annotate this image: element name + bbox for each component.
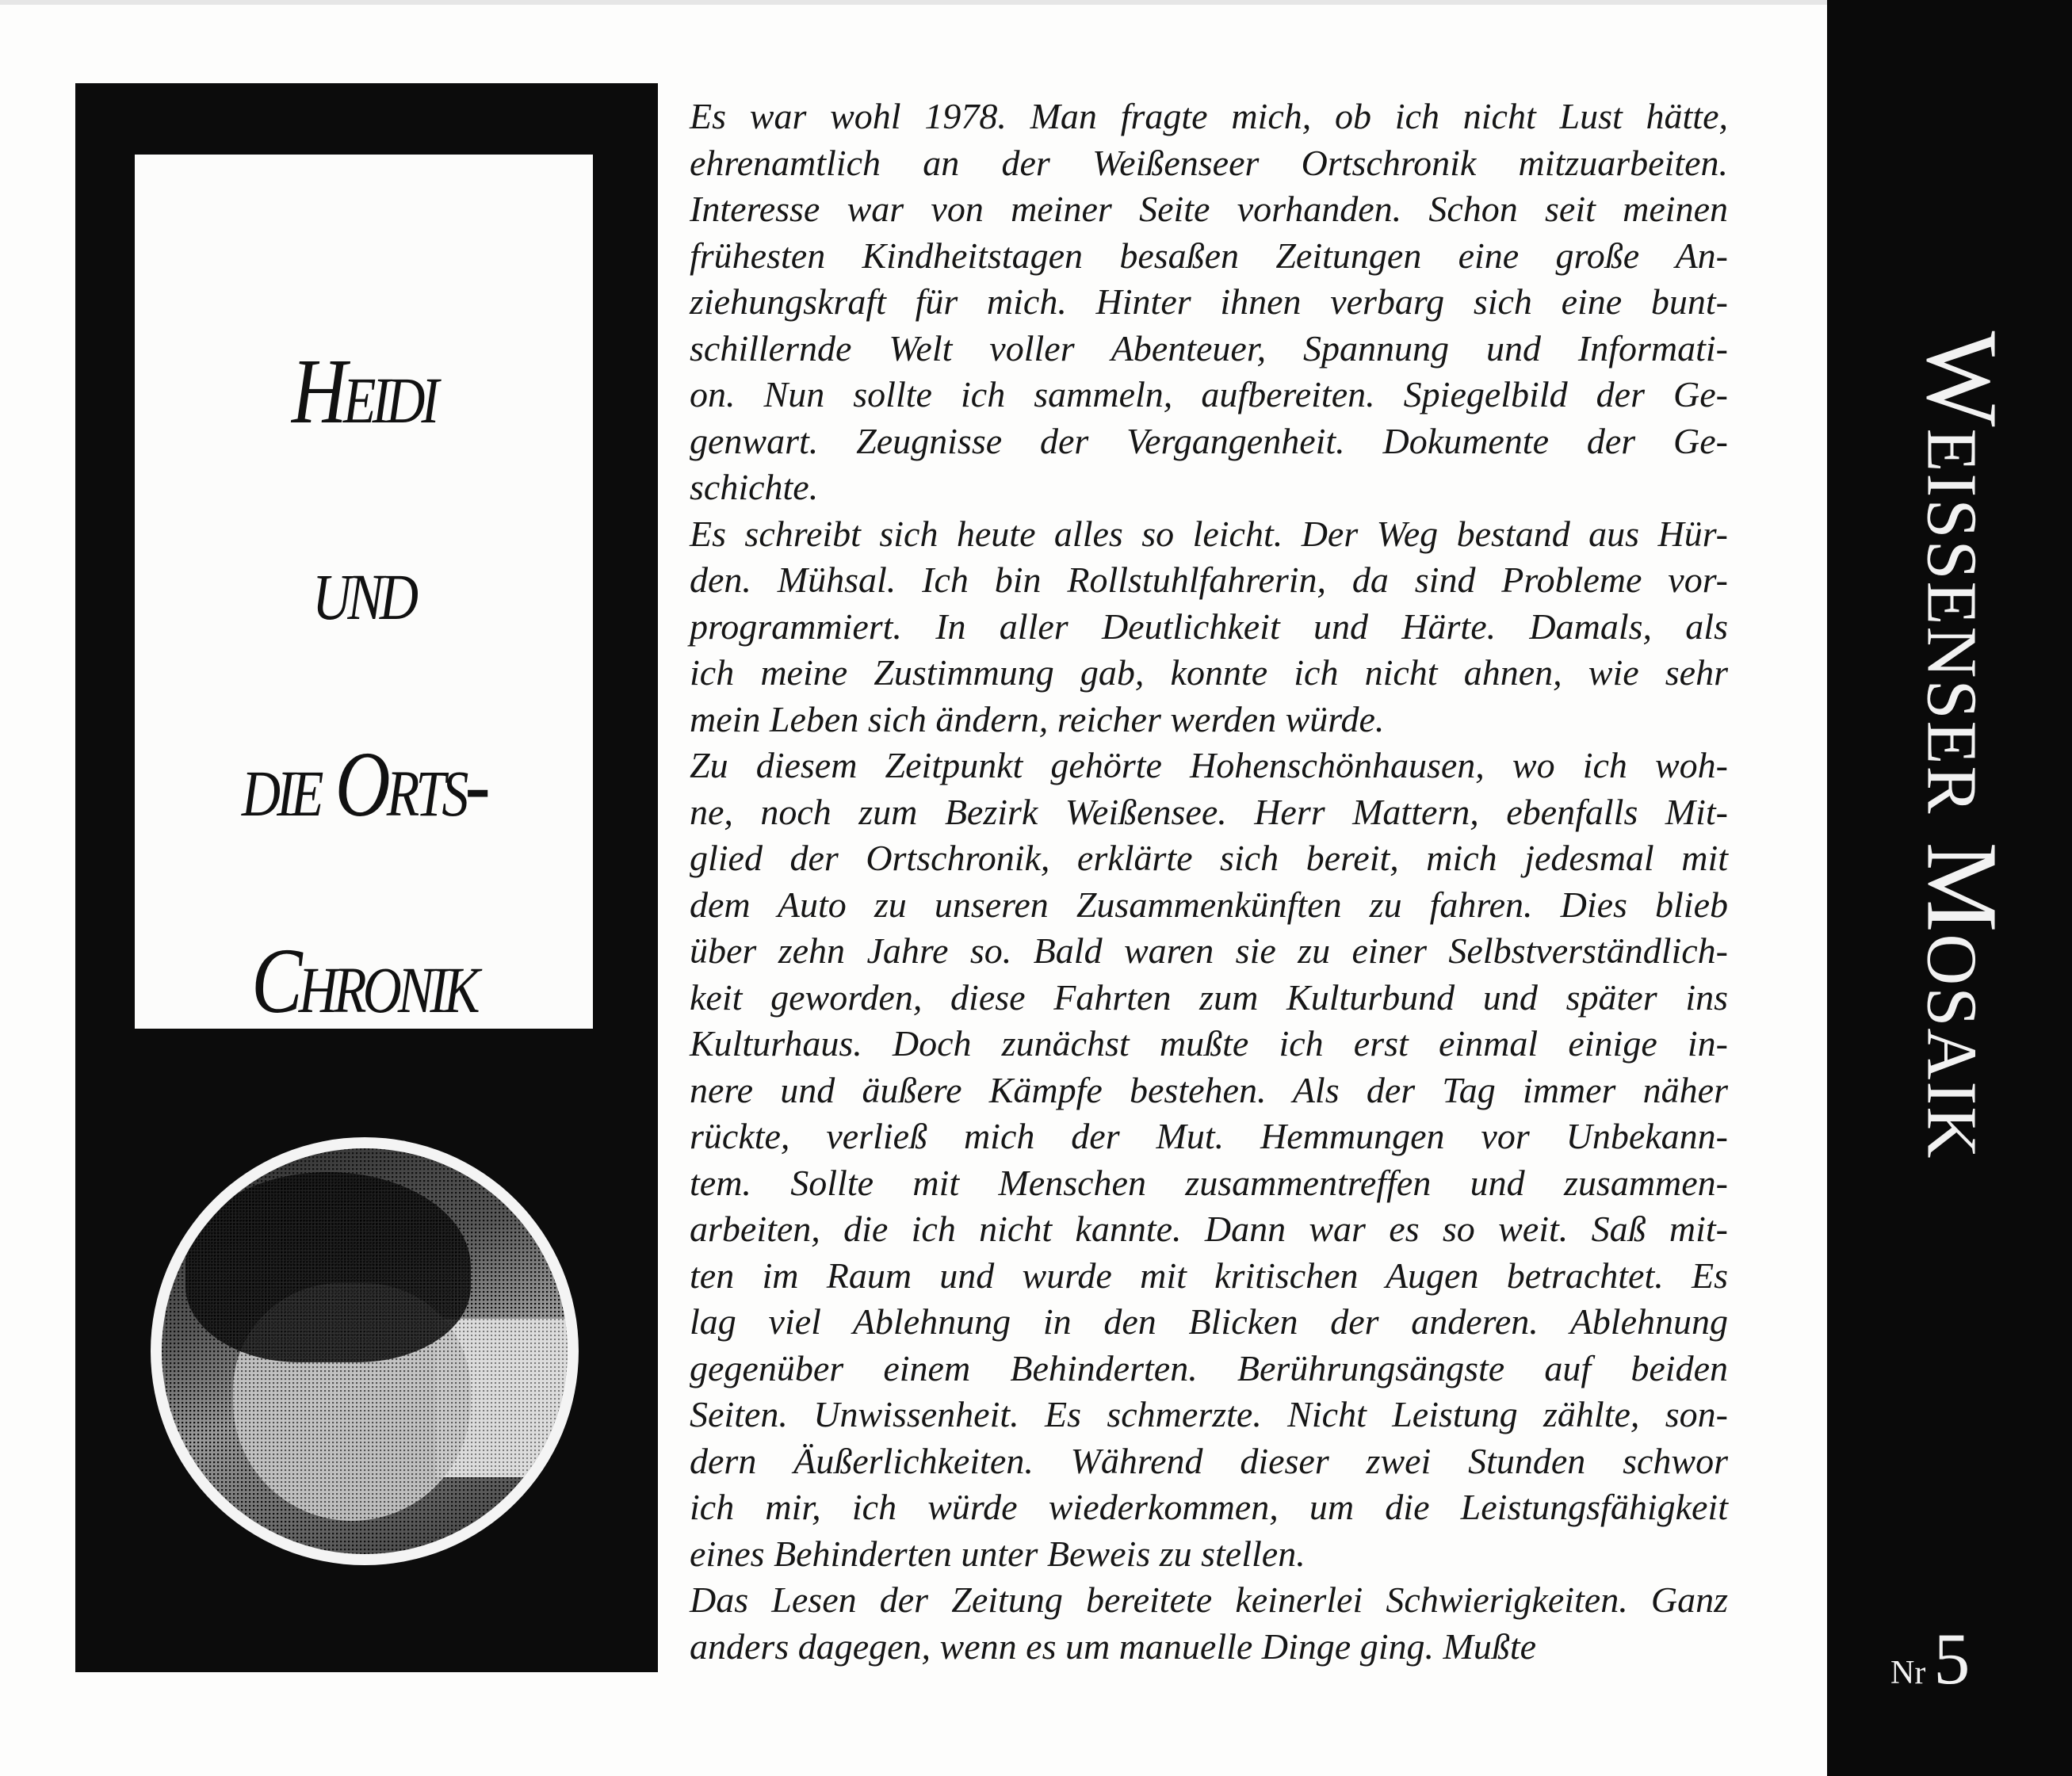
article-line: über zehn Jahre so. Bald waren sie zu einer Selbstverständlich-: [690, 930, 1728, 971]
article-line: Das Lesen der Zeitung bereitete keinerlei Schwierigkeiten. Ganz: [690, 1579, 1728, 1620]
article-line: dem Auto zu unseren Zusammenkünften zu fahren. Dies blieb: [690, 884, 1728, 925]
issue-number: [1890, 1617, 1970, 1701]
title-box: [135, 155, 593, 1033]
article-line: eines Behinderten unter Beweis zu stellen.: [690, 1533, 1306, 1574]
article-line: ziehungskraft für mich. Hinter ihnen verbarg sich eine bunt-: [690, 281, 1728, 322]
article-line: schillernde Welt voller Abenteuer, Spannung und Informati-: [690, 327, 1728, 369]
article-line: on. Nun sollte ich sammeln, aufbereiten. Spiegelbild der Ge-: [690, 374, 1728, 414]
article-line: Es schreibt sich heute alles so leicht. Der Weg bestand aus Hür-: [690, 513, 1728, 554]
portrait-frame: [151, 1137, 579, 1565]
article-line: Kulturhaus. Doch zunächst mußte ich erst einmal einige in-: [690, 1023, 1728, 1064]
article-line: genwart. Zeugnisse der Vergangenheit. Dokumente der Ge-: [690, 420, 1728, 461]
top-edge: [0, 0, 2072, 5]
article-line: lag viel Ablehnung in den Blicken der anderen. Ablehnung: [690, 1301, 1728, 1342]
issue-value: 5: [1933, 1618, 1971, 1699]
article-body: [690, 94, 1728, 1670]
title-line-2: und: [312, 536, 415, 640]
article-line: ne, noch zum Bezirk Weißensee. Herr Mattern, ebenfalls Mit-: [690, 791, 1728, 832]
article-line: arbeiten, die ich nicht kannte. Dann war es so weit. Saß mit-: [690, 1209, 1728, 1249]
title-line-3: die Orts-: [241, 732, 487, 836]
article-line: Interesse war von meiner Seite vorhanden. Schon seit meinen: [690, 189, 1728, 229]
article-line: rückte, verließ mich der Mut. Hemmungen vor Unbekann-: [690, 1116, 1728, 1156]
article-line: tem. Sollte mit Menschen zusammentreffen und zusammen-: [690, 1162, 1728, 1203]
portrait-hair: [185, 1172, 471, 1362]
publication-title: Weissenser Mosaik: [1906, 330, 2019, 1159]
article-line: den. Mühsal. Ich bin Rollstuhlfahrerin, da sind Probleme vor-: [690, 560, 1728, 600]
article-line: frühesten Kindheitstagen besaßen Zeitungen eine große An-: [690, 235, 1728, 276]
article-line: nere und äußere Kämpfe bestehen. Als der Tag immer näher: [690, 1069, 1728, 1110]
article-line: keit geworden, diese Fahrten zum Kulturbund und später ins: [690, 976, 1728, 1018]
article-line: Es war wohl 1978. Man fragte mich, ob ich nicht Lust hätte,: [690, 96, 1728, 136]
article-line: anders dagegen, wenn es um manuelle Dinge ging. Mußte: [690, 1625, 1537, 1667]
portrait-photo: [162, 1148, 568, 1554]
cover-panel: [75, 83, 658, 1672]
issue-label: Nr: [1890, 1655, 1926, 1691]
article-line: schichte.: [690, 467, 819, 507]
article-line: programmiert. In aller Deutlichkeit und Härte. Damals, als: [690, 605, 1728, 647]
article-line: mein Leben sich ändern, reicher werden würde.: [690, 698, 1385, 739]
article-line: Zu diesem Zeitpunkt gehörte Hohenschönhausen, wo ich woh-: [690, 745, 1728, 785]
article-line: dern Äußerlichkeiten. Während dieser zwei Stunden schwor: [690, 1440, 1728, 1481]
article-line: gegenüber einem Behinderten. Berührungsängste auf beiden: [690, 1347, 1728, 1388]
article-line: ich mir, ich würde wiederkommen, um die Leistungsfähigkeit: [690, 1487, 1728, 1527]
article-line: glied der Ortschronik, erklärte sich bereit, mich jedesmal mit: [690, 838, 1728, 878]
spine-title-wrap: [1898, 63, 2025, 1427]
article-line: ich meine Zustimmung gab, konnte ich nicht ahnen, wie sehr: [690, 652, 1728, 693]
article-line: Seiten. Unwissenheit. Es schmerzte. Nicht Leistung zählte, son-: [690, 1394, 1728, 1434]
spine-banner: [1827, 0, 2072, 1776]
title-line-1: Heidi: [292, 339, 436, 443]
title-line-4: Chronik: [251, 929, 476, 1033]
article-line: ehrenamtlich an der Weißenseer Ortschronik mitzuarbeiten.: [690, 142, 1728, 183]
article-line: ten im Raum und wurde mit kritischen Augen betrachtet. Es: [690, 1255, 1728, 1296]
